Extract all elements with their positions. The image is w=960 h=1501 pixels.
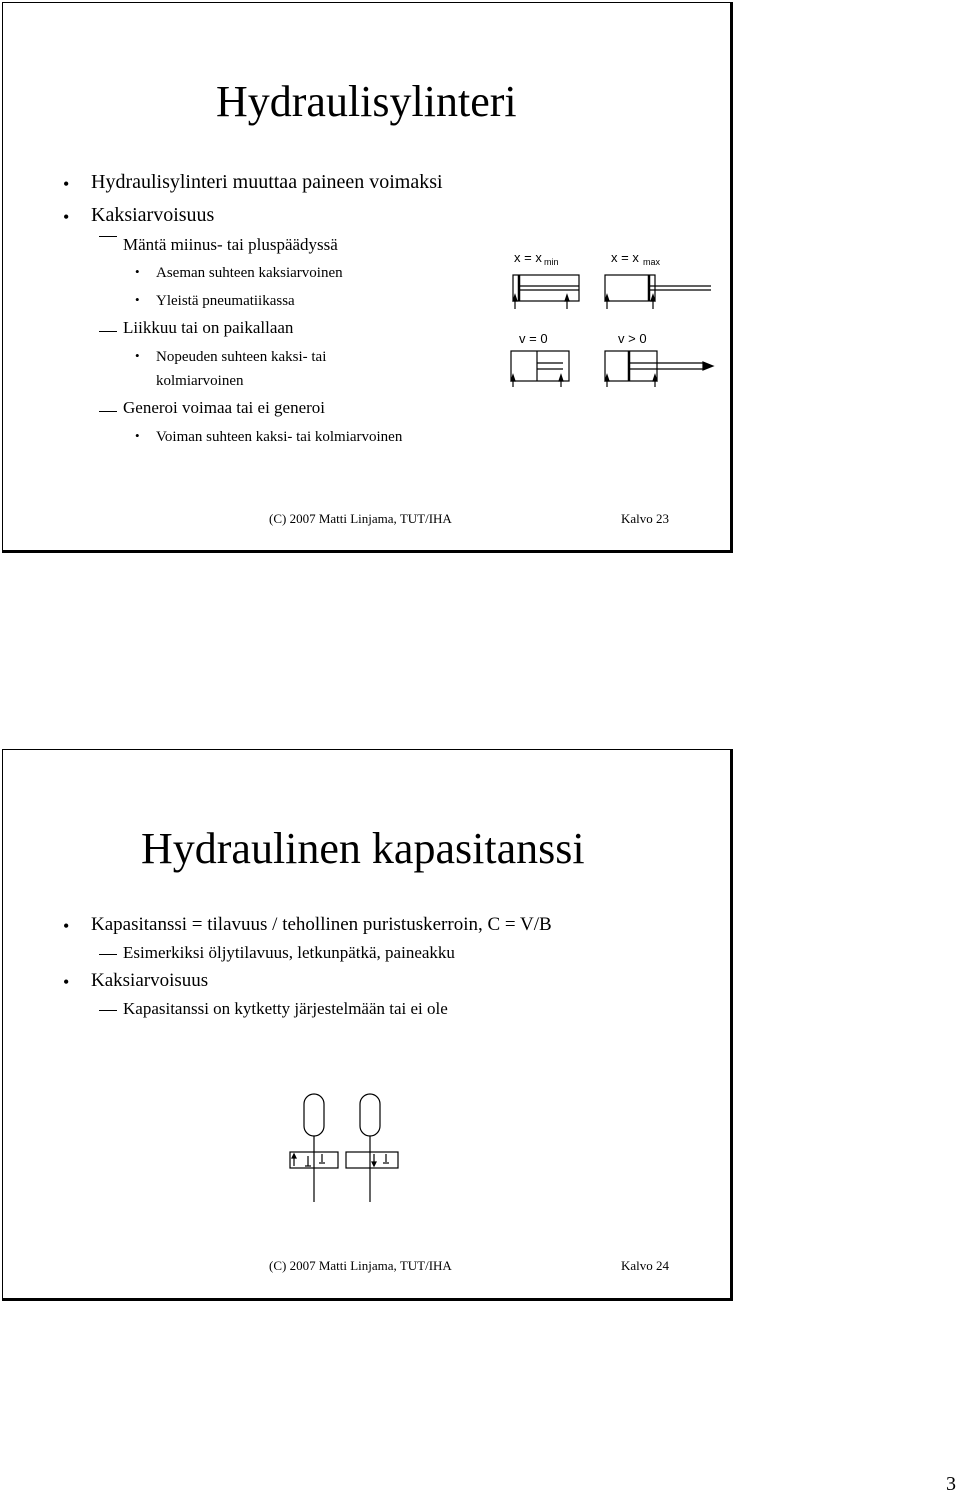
list-item: Mäntä miinus- tai pluspäädyssä	[123, 235, 338, 254]
label-vpos: v > 0	[618, 331, 647, 346]
bullet-dot: •	[63, 916, 70, 936]
list-item: Nopeuden suhteen kaksi- tai	[156, 349, 327, 365]
dash-marker	[99, 411, 117, 412]
bullet-dot: •	[135, 264, 140, 279]
slide-23	[2, 2, 733, 553]
list-item: Voiman suhteen kaksi- tai kolmiarvoinen	[156, 429, 403, 445]
slide-title: Hydraulinen kapasitanssi	[141, 824, 585, 873]
list-item: Kaksiarvoisuus	[91, 204, 215, 226]
list-item: Hydraulisylinteri muuttaa paineen voimaksi	[91, 171, 443, 193]
slide-number: Kalvo 24	[621, 1258, 670, 1273]
label-xmin-sub: min	[544, 257, 559, 267]
dash-marker	[99, 236, 117, 237]
dash-marker	[99, 1010, 117, 1011]
bullet-dot: •	[135, 292, 140, 307]
bullet-dot: •	[63, 207, 70, 227]
label-xmin: x = x	[514, 250, 542, 265]
list-item: Generoi voimaa tai ei generoi	[123, 398, 326, 417]
list-item: Liikkuu tai on paikallaan	[123, 318, 294, 337]
list-item: Kapasitanssi = tilavuus / tehollinen puristuskerroin, C = V/B	[91, 914, 552, 935]
list-item: Yleistä pneumatiikassa	[156, 293, 295, 309]
dash-marker	[99, 331, 117, 332]
slide-24	[2, 749, 733, 1301]
label-xmax: x = x	[611, 250, 639, 265]
slide-number: Kalvo 23	[621, 511, 670, 526]
list-item-continuation: kolmiarvoinen	[156, 373, 244, 389]
bullet-dot: •	[135, 428, 140, 443]
cylinder-diagram	[503, 243, 718, 388]
footer-credit: (C) 2007 Matti Linjama, TUT/IHA	[269, 511, 452, 526]
footer-credit: (C) 2007 Matti Linjama, TUT/IHA	[269, 1258, 452, 1273]
bullet-dot: •	[135, 348, 140, 363]
list-item: Kapasitanssi on kytketty järjestelmään tai ei ole	[123, 999, 448, 1018]
slide-title: Hydraulisylinteri	[216, 77, 517, 126]
label-v0: v = 0	[519, 331, 548, 346]
accumulator-diagram	[278, 1090, 408, 1210]
bullet-dot: •	[63, 174, 70, 194]
bullet-dot: •	[63, 972, 70, 992]
label-xmax-sub: max	[643, 257, 661, 267]
page-number: 3	[946, 1473, 956, 1495]
list-item: Aseman suhteen kaksiarvoinen	[156, 265, 343, 281]
dash-marker	[99, 954, 117, 955]
list-item: Esimerkiksi öljytilavuus, letkunpätkä, paineakku	[123, 943, 455, 962]
list-item: Kaksiarvoisuus	[91, 970, 209, 991]
